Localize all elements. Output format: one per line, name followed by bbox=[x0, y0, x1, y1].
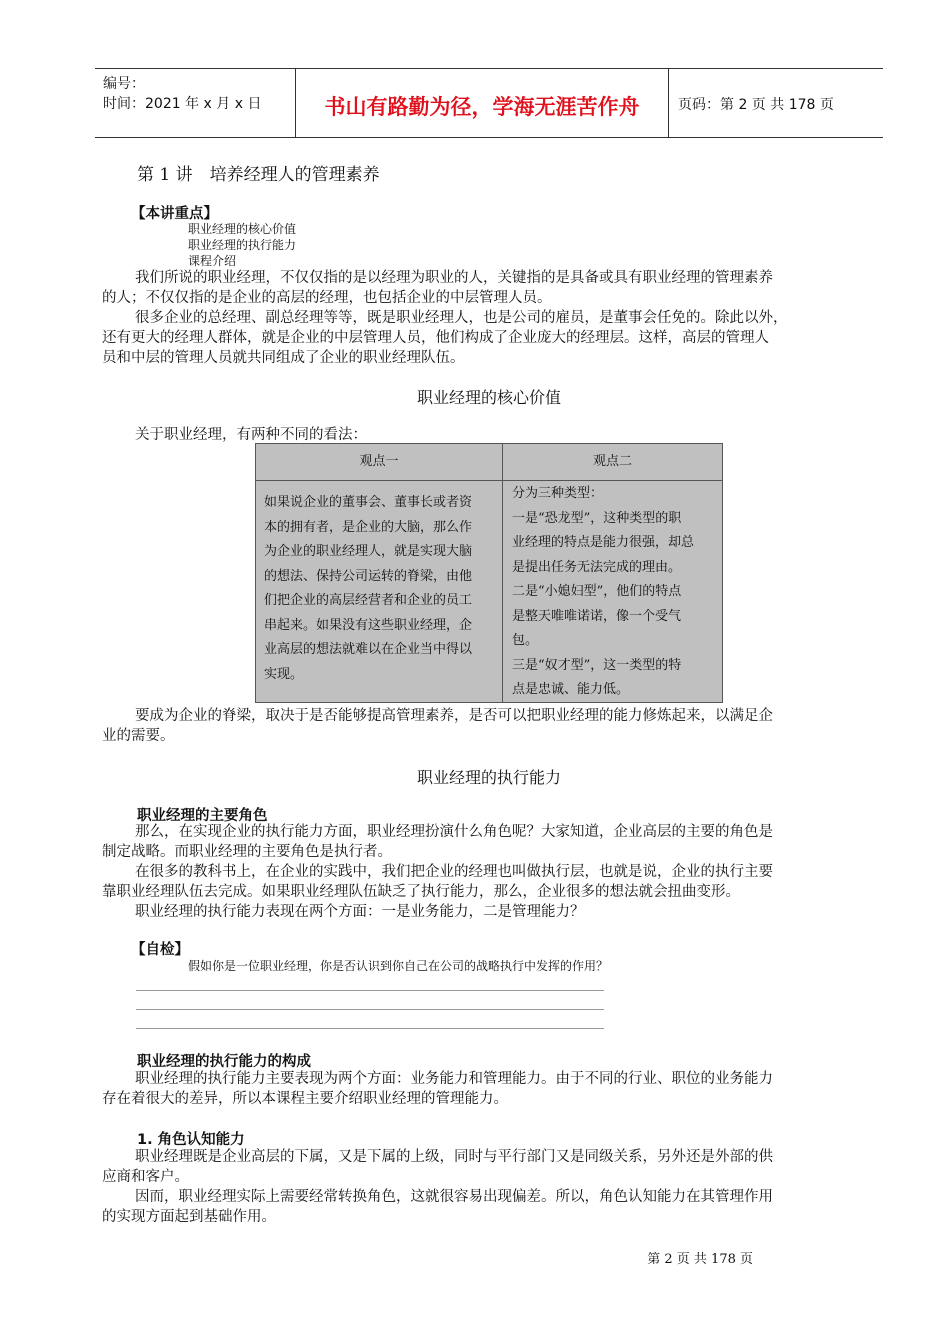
key-point-item: 课程介绍 bbox=[188, 254, 237, 268]
body-line: 职业经理的执行能力主要表现为两个方面：业务能力和管理能力。由于不同的行业、职位的业务能力 bbox=[135, 1071, 773, 1087]
key-point-item: 职业经理的执行能力 bbox=[188, 238, 297, 252]
table-divider bbox=[502, 480, 503, 702]
table-cell-viewpoint-one bbox=[264, 491, 500, 687]
section-title: 职业经理的执行能力 bbox=[416, 768, 561, 787]
body-line: 那么，在实现企业的执行能力方面，职业经理扮演什么角色呢？大家知道，企业高层的主要的角色是 bbox=[135, 824, 773, 840]
subheading: 职业经理的主要角色 bbox=[137, 808, 268, 824]
number-label: 编号： bbox=[103, 76, 145, 92]
table-cell-line: 分为三种类型： bbox=[512, 486, 604, 501]
table-cell-line: 包。 bbox=[512, 633, 539, 648]
table-cell-line: 业高层的想法就难以在企业当中得以 bbox=[264, 642, 473, 657]
body-line: 职业经理既是企业高层的下属，又是下属的上级，同时与平行部门又是同级关系，另外还是外部的供 bbox=[135, 1149, 773, 1165]
page-footer: 第 2 页 共 178 页 bbox=[647, 1252, 753, 1267]
body-line: 应商和客户。 bbox=[102, 1169, 189, 1185]
table-cell-line: 业经理的特点是能力很强，却总 bbox=[512, 535, 695, 550]
table-cell-line: 本的拥有者，是企业的大脑，那么作 bbox=[264, 519, 473, 535]
intro-line: 的人；不仅仅指的是企业的高层的经理，也包括企业的中层管理人员。 bbox=[102, 290, 552, 306]
table-cell-line: 是提出任务无法完成的理由。 bbox=[512, 559, 682, 575]
self-check-question: 假如你是一位职业经理，你是否认识到你自己在公司的战略执行中发挥的作用？ bbox=[188, 959, 609, 973]
body-line: 要成为企业的脊梁，取决于是否能够提高管理素养，是否可以把职业经理的能力修炼起来，以满足企 bbox=[135, 708, 773, 724]
body-line: 因而，职业经理实际上需要经常转换角色，这就很容易出现偏差。所以，角色认知能力在其管理作用 bbox=[135, 1189, 773, 1205]
table-cell-line: 为企业的职业经理人，就是实现大脑 bbox=[264, 544, 473, 559]
table-cell-line: 三是“奴才型”，这一类型的特 bbox=[512, 657, 682, 673]
body-line: 制定战略。而职业经理的主要角色是执行者。 bbox=[102, 844, 392, 860]
body-line: 业的需要。 bbox=[102, 728, 175, 744]
table-cell-viewpoint-two bbox=[512, 482, 718, 703]
intro-line: 我们所说的职业经理，不仅仅指的是以经理为职业的人，关键指的是具备或具有职业经理的管理素养 bbox=[135, 270, 773, 286]
subheading: 职业经理的执行能力的构成 bbox=[137, 1054, 311, 1070]
answer-line bbox=[136, 1028, 604, 1029]
body-line: 靠职业经理队伍去完成。如果职业经理队伍缺乏了执行能力，那么，企业很多的想法就会扭曲变形。 bbox=[102, 884, 740, 900]
table-header-viewpoint-one: 观点一 bbox=[256, 444, 503, 481]
intro-line: 还有更大的经理人群体，就是企业的中层管理人员，他们构成了企业庞大的经理层。这样，高层的管理人 bbox=[102, 330, 769, 346]
table-cell-line: 如果说企业的董事会、董事长或者资 bbox=[264, 495, 473, 510]
section-lead: 关于职业经理，有两种不同的看法： bbox=[135, 427, 367, 443]
table-cell-line: 串起来。如果没有这些职业经理，企 bbox=[264, 617, 473, 633]
body-line: 职业经理的执行能力表现在两个方面：一是业务能力，二是管理能力？ bbox=[135, 904, 585, 920]
header-page-cell bbox=[668, 69, 883, 137]
body-line: 存在着很大的差异，所以本课程主要介绍职业经理的管理能力。 bbox=[102, 1091, 508, 1107]
table-cell-line: 是整天唯唯诺诺，像一个受气 bbox=[512, 608, 682, 624]
table-cell-line: 二是“小媳妇型”，他们的特点 bbox=[512, 584, 682, 599]
intro-line: 员和中层的管理人员就共同组成了企业的职业经理队伍。 bbox=[102, 350, 465, 366]
key-points-label: 【本讲重点】 bbox=[131, 206, 218, 222]
motto: 书山有路勤为径，学海无涯苦作舟 bbox=[324, 95, 640, 119]
body-line: 的实现方面起到基础作用。 bbox=[102, 1209, 276, 1225]
lecture-title: 第 1 讲 培养经理人的管理素养 bbox=[137, 165, 380, 185]
key-point-item: 职业经理的核心价值 bbox=[188, 222, 297, 236]
answer-line bbox=[136, 990, 604, 991]
time-label: 时间：2021 年 x 月 x 日 bbox=[103, 96, 262, 112]
table-header-viewpoint-two: 观点二 bbox=[503, 444, 722, 481]
table-cell-line: 点是忠诚、能力低。 bbox=[512, 682, 630, 697]
self-check-label: 【自检】 bbox=[131, 942, 189, 958]
section-title: 职业经理的核心价值 bbox=[416, 388, 561, 407]
viewpoints-table bbox=[255, 443, 723, 703]
table-cell-line: 们把企业的高层经营者和企业的员工 bbox=[264, 593, 473, 608]
subheading: 1. 角色认知能力 bbox=[137, 1132, 245, 1148]
document-header bbox=[95, 68, 883, 138]
header-motto-cell bbox=[295, 69, 669, 137]
page-label: 页码：第 2 页 共 178 页 bbox=[678, 97, 834, 113]
table-cell-line: 一是“恐龙型”，这种类型的职 bbox=[512, 510, 682, 526]
answer-line bbox=[136, 1009, 604, 1010]
header-meta-cell bbox=[95, 69, 295, 137]
intro-line: 很多企业的总经理、副总经理等等，既是职业经理人，也是公司的雇员，是董事会任免的。除此以外， bbox=[135, 310, 788, 326]
body-line: 在很多的教科书上，在企业的实践中，我们把企业的经理也叫做执行层，也就是说，企业的执行主要 bbox=[135, 864, 773, 880]
table-cell-line: 实现。 bbox=[264, 666, 304, 682]
table-cell-line: 的想法、保持公司运转的脊梁，由他 bbox=[264, 568, 473, 584]
